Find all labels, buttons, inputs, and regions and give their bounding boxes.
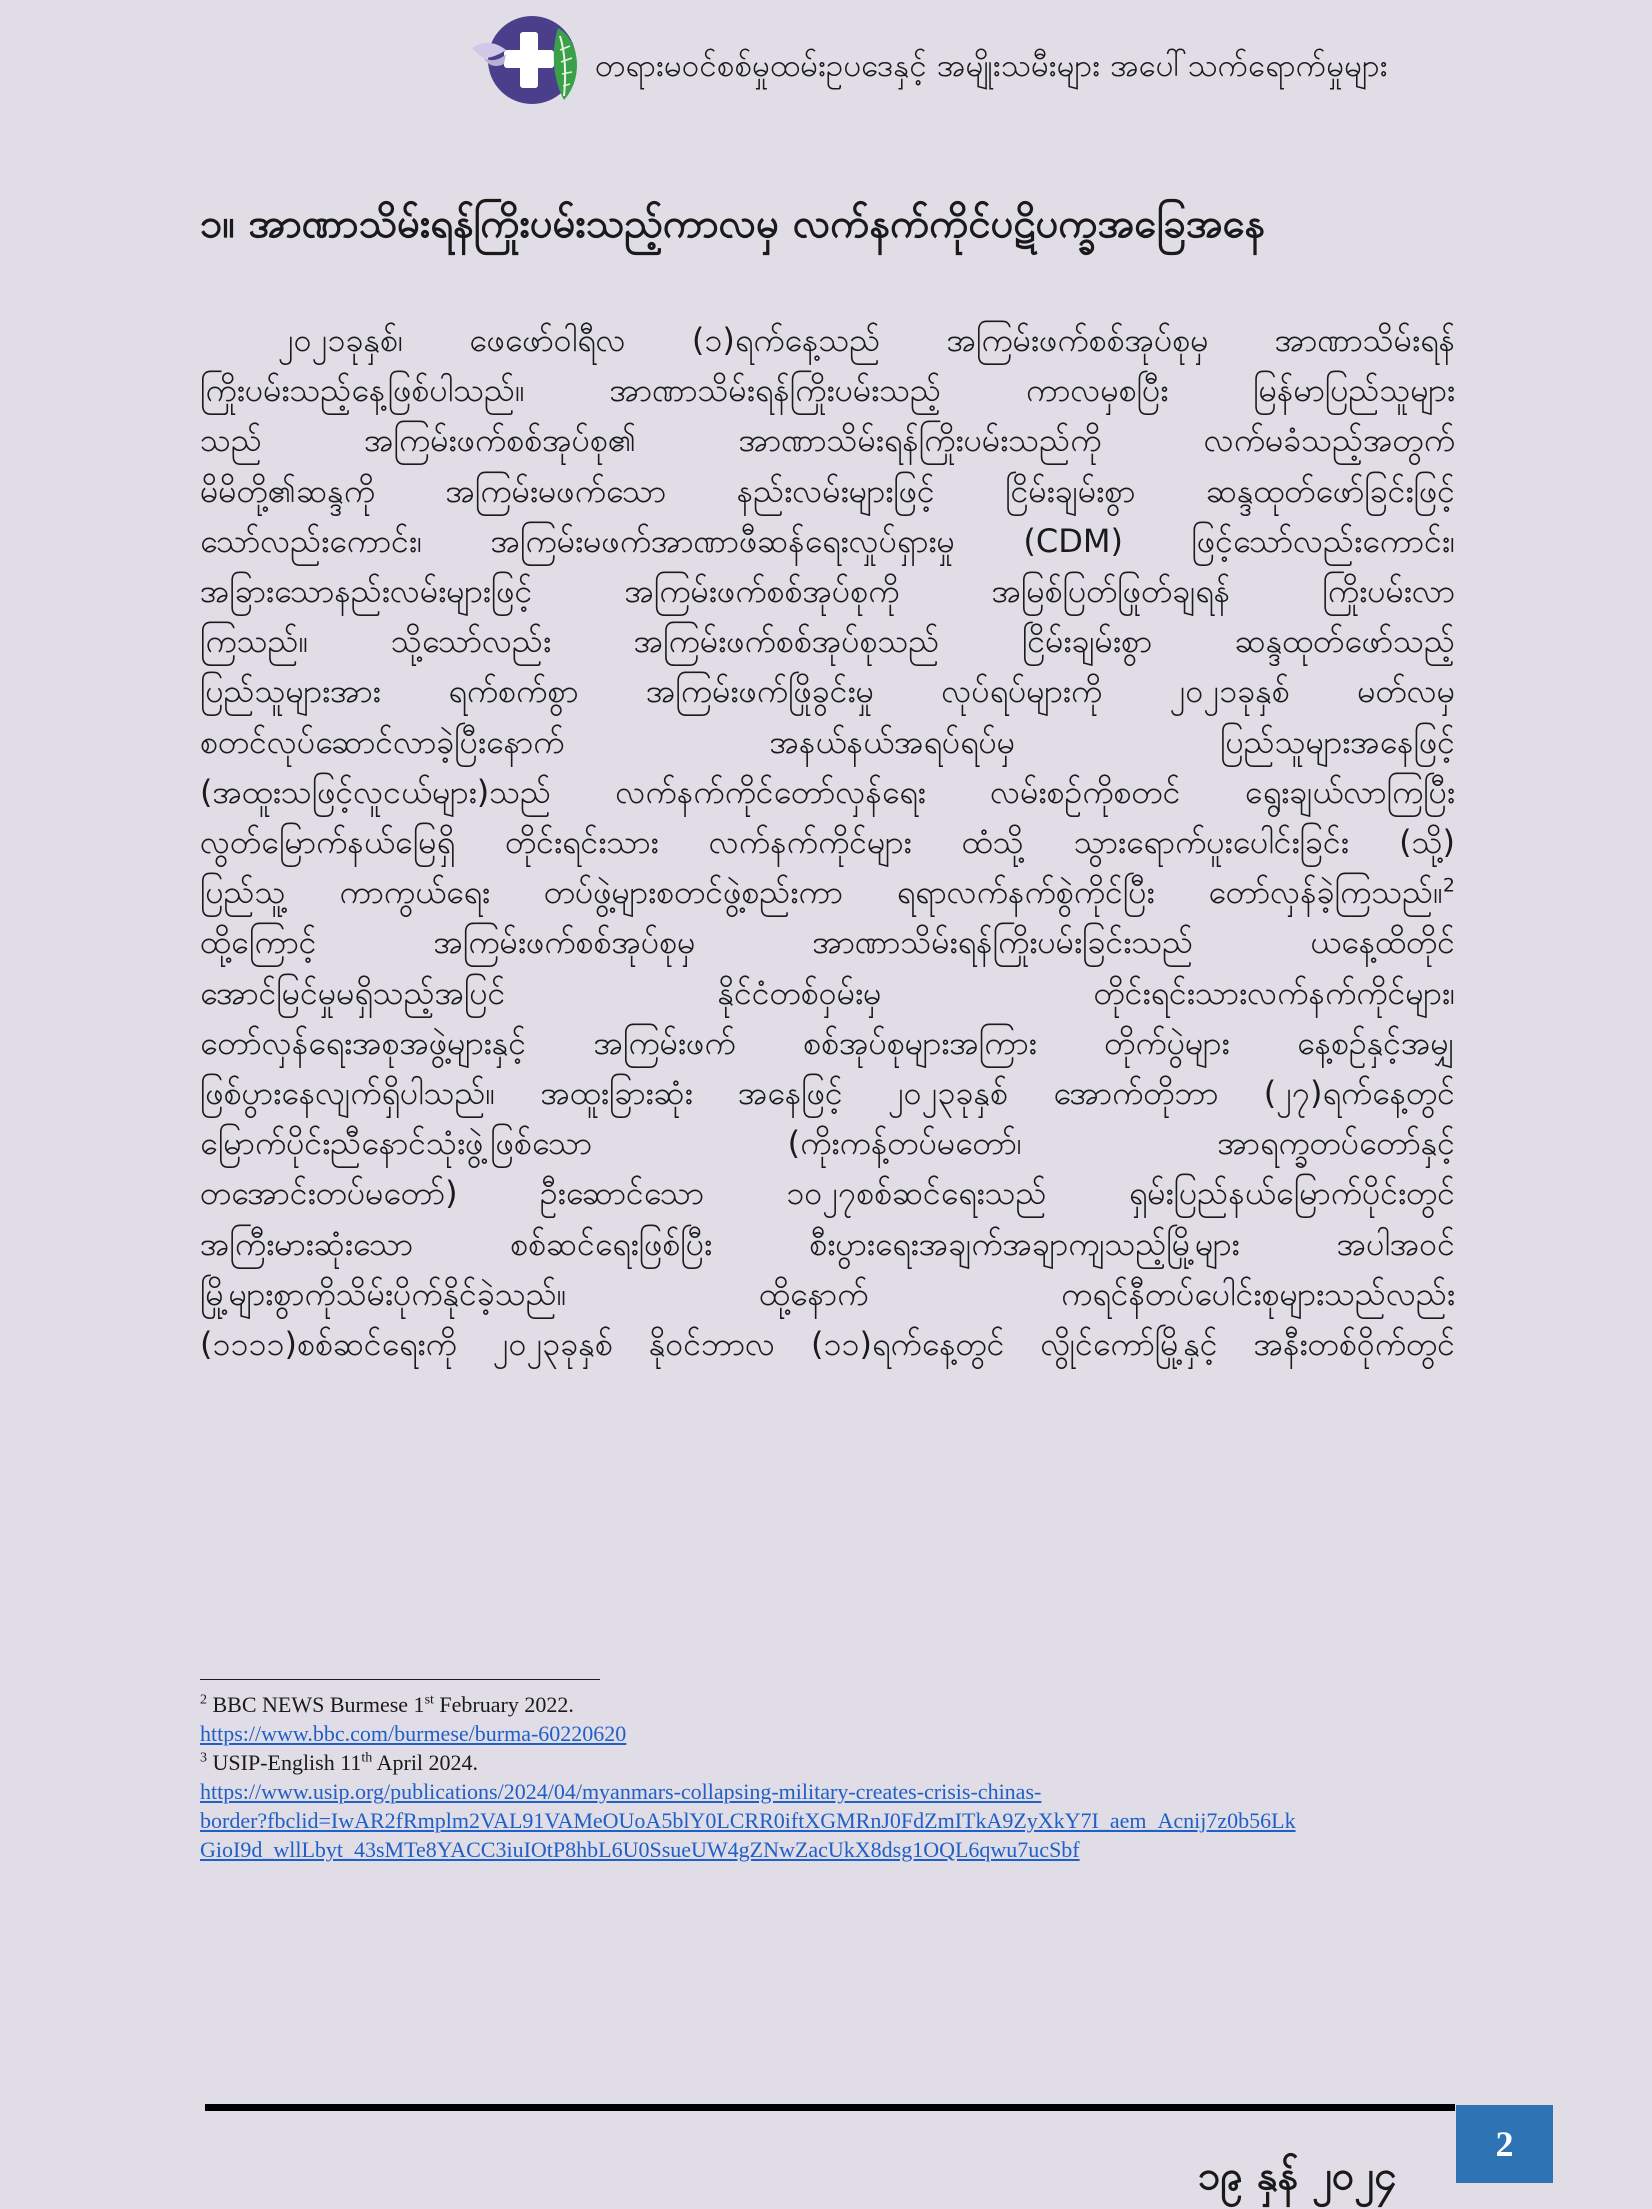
dove-cross-leaf-logo-icon	[470, 10, 590, 110]
paragraph-line: သည် အကြမ်းဖက်စစ်အုပ်စု၏ အာဏာသိမ်းရန်ကြိုးပမ်းသည်ကို လက်မခံသည့်အတွက်	[200, 421, 1455, 460]
paragraph-line: အောင်မြင်မှုမရှိသည့်အပြင် နိုင်ငံတစ်ဝှမ်းမှ တိုင်းရင်းသားလက်နက်ကိုင်များ၊	[200, 973, 1455, 1012]
footnote-3-link[interactable]: https://www.usip.org/publications/2024/04/myanmars-collapsing-military-creates-crisis-chinas-	[200, 1779, 1042, 1804]
footnote-number: 3	[200, 1750, 207, 1766]
footnote-date: April 2024.	[372, 1750, 479, 1775]
body-paragraph	[200, 315, 1455, 1369]
organization-logo	[470, 10, 590, 110]
paragraph-line: ထို့ကြောင့် အကြမ်းဖက်စစ်အုပ်စုမှ အာဏာသိမ်းရန်ကြိုးပမ်းခြင်းသည် ယနေ့ထိတိုင်	[200, 923, 1455, 962]
footnote-3-link[interactable]: GioI9d_wllLbyt_43sMTe8YACC3iuIOtP8hbL6U0SsueUW4gZNwZacUkX8dsg1OQL6qwu7ucSbf	[200, 1837, 1080, 1862]
paragraph-line: မြောက်ပိုင်းညီနောင်သုံးဖွဲ့ဖြစ်သော (ကိုးကန့်တပ်မတော်၊ အာရက္ခတပ်တော်နှင့်	[200, 1124, 1455, 1163]
footnote-3-link-line	[200, 1806, 1460, 1835]
footnote-ordinal: st	[424, 1692, 434, 1708]
paragraph-line: (၁၁၁၁)စစ်ဆင်ရေးကို ၂၀၂၃ခုနှစ် နိုဝင်ဘာလ (၁၁)ရက်နေ့တွင် လွိုင်ကော်မြို့နှင့် အနီးတစ်ဝိုက်တွင်	[200, 1325, 1455, 1364]
paragraph-line: မိမိတို့၏ဆန္ဒကို အကြမ်းမဖက်သော နည်းလမ်းများဖြင့် ငြိမ်းချမ်းစွာ ဆန္ဒထုတ်ဖော်ခြင်းဖြင့်	[200, 471, 1455, 510]
footer-date: ၁၉ နှန် ၂၀၂၄	[1198, 2153, 1397, 2199]
footnote-separator	[200, 1679, 600, 1680]
paragraph-line: စတင်လုပ်ဆောင်လာခဲ့ပြီးနောက် အနယ်နယ်အရပ်ရပ်မှ ပြည်သူများအနေဖြင့်	[200, 722, 1455, 761]
paragraph-line: ၂၀၂၁ခုနှစ်၊ ဖေဖော်ဝါရီလ (၁)ရက်နေ့သည် အကြမ်းဖက်စစ်အုပ်စုမှ အာဏာသိမ်းရန်	[278, 321, 1455, 359]
footnote-2	[200, 1690, 1460, 1719]
paragraph-line-text: ပြည်သူ့ ကာကွယ်ရေး တပ်ဖွဲ့များစတင်ဖွဲ့စည်းကာ ရရာလက်နက်စွဲကိုင်ပြီး တော်လှန်ခဲ့ကြသည်။	[200, 873, 1443, 912]
footnote-reference-2[interactable]: 2	[1442, 874, 1455, 897]
footnote-number: 2	[200, 1692, 207, 1708]
footnote-3	[200, 1748, 1460, 1777]
section-heading: ၁။ အာဏာသိမ်းရန်ကြိုးပမ်းသည့်ကာလမှ လက်နက်ကိုင်ပဋိပက္ခအခြေအနေ	[200, 201, 1266, 247]
footnotes	[200, 1690, 1460, 1864]
paragraph-line: အခြားသောနည်းလမ်းများဖြင့် အကြမ်းဖက်စစ်အုပ်စုကို အမြစ်ပြတ်ဖြုတ်ချရန် ကြိုးပမ်းလာ	[200, 572, 1455, 611]
paragraph-line: တအောင်းတပ်မတော်) ဦးဆောင်သော ၁၀၂၇စစ်ဆင်ရေးသည် ရှမ်းပြည်နယ်မြောက်ပိုင်းတွင်	[200, 1174, 1455, 1213]
paragraph-line: ကြသည်။ သို့သော်လည်း အကြမ်းဖက်စစ်အုပ်စုသည် ငြိမ်းချမ်းစွာ ဆန္ဒထုတ်ဖော်သည့်	[200, 622, 1455, 661]
footnote-2-link-line	[200, 1719, 1460, 1748]
footnote-3-link-line	[200, 1835, 1460, 1864]
paragraph-line: တော်လှန်ရေးအစုအဖွဲ့များနှင့် အကြမ်းဖက် စစ်အုပ်စုများအကြား တိုက်ပွဲများ နေ့စဉ်နှင့်အမျှ	[200, 1023, 1455, 1062]
paragraph-line: ကြိုးပမ်းသည့်နေ့ဖြစ်ပါသည်။ အာဏာသိမ်းရန်ကြိုးပမ်းသည့် ကာလမှစပြီး မြန်မာပြည်သူများ	[200, 371, 1455, 410]
paragraph-line-with-footnote	[200, 867, 1455, 917]
paragraph-line-text: မြို့များစွာကိုသိမ်းပိုက်နိုင်ခဲ့သည်။ ထို့နောက် ကရင်နီတပ်ပေါင်းစုများသည်လည်း	[200, 1274, 1455, 1313]
paragraph-line: သော်လည်းကောင်း၊ အကြမ်းမဖက်အာဏာဖီဆန်ရေးလှုပ်ရှားမှု (CDM) ဖြင့်သော်လည်းကောင်း၊	[200, 521, 1455, 560]
footnote-2-link[interactable]: https://www.bbc.com/burmese/burma-60220620	[200, 1721, 627, 1746]
footnote-date: February 2022.	[433, 1692, 574, 1717]
footnote-source: BBC NEWS Burmese 1	[207, 1692, 425, 1717]
page-number: 2	[1456, 2105, 1553, 2183]
footer-rule	[205, 2104, 1455, 2111]
organization-name: တရားမဝင်စစ်မှုထမ်းဥပဒေနှင့် အမျိုးသမီးများ အပေါ်သက်ရောက်မှုများ	[595, 48, 1388, 84]
paragraph-line: ဖြစ်ပွားနေလျက်ရှိပါသည်။ အထူးခြားဆုံး အနေဖြင့် ၂၀၂၃ခုနှစ် အောက်တိုဘာ (၂၇)ရက်နေ့တွင်	[200, 1074, 1455, 1113]
footnote-3-link-line	[200, 1777, 1460, 1806]
footnote-ordinal: th	[361, 1750, 373, 1766]
paragraph-line: အကြီးမားဆုံးသော စစ်ဆင်ရေးဖြစ်ပြီး စီးပွားရေးအချက်အချာကျသည့်မြို့များ အပါအဝင်	[200, 1224, 1455, 1263]
paragraph-line: လွတ်မြောက်နယ်မြေရှိ တိုင်းရင်းသား လက်နက်ကိုင်များ ထံသို့ သွားရောက်ပူးပေါင်းခြင်း (သို့)	[200, 823, 1455, 862]
paragraph-line-with-footnote	[200, 1269, 1455, 1319]
footnote-3-link[interactable]: border?fbclid=IwAR2fRmplm2VAL91VAMeOUoA5blY0LCRR0iftXGMRnJ0FdZmITkA9ZyXkY7I_aem_Acnij7z0b56Lk	[200, 1808, 1296, 1833]
paragraph-line: (အထူးသဖြင့်လူငယ်များ)သည် လက်နက်ကိုင်တော်လှန်ရေး လမ်းစဉ်ကိုစတင် ရွေးချယ်လာကြပြီး	[200, 772, 1455, 811]
footnote-source: USIP-English 11	[207, 1750, 362, 1775]
paragraph-line: ပြည်သူများအား ရက်စက်စွာ အကြမ်းဖက်ဖြိုခွင်းမှု လုပ်ရပ်များကို ၂၀၂၁ခုနှစ် မတ်လမှ	[200, 672, 1455, 711]
page-header	[470, 10, 1470, 110]
